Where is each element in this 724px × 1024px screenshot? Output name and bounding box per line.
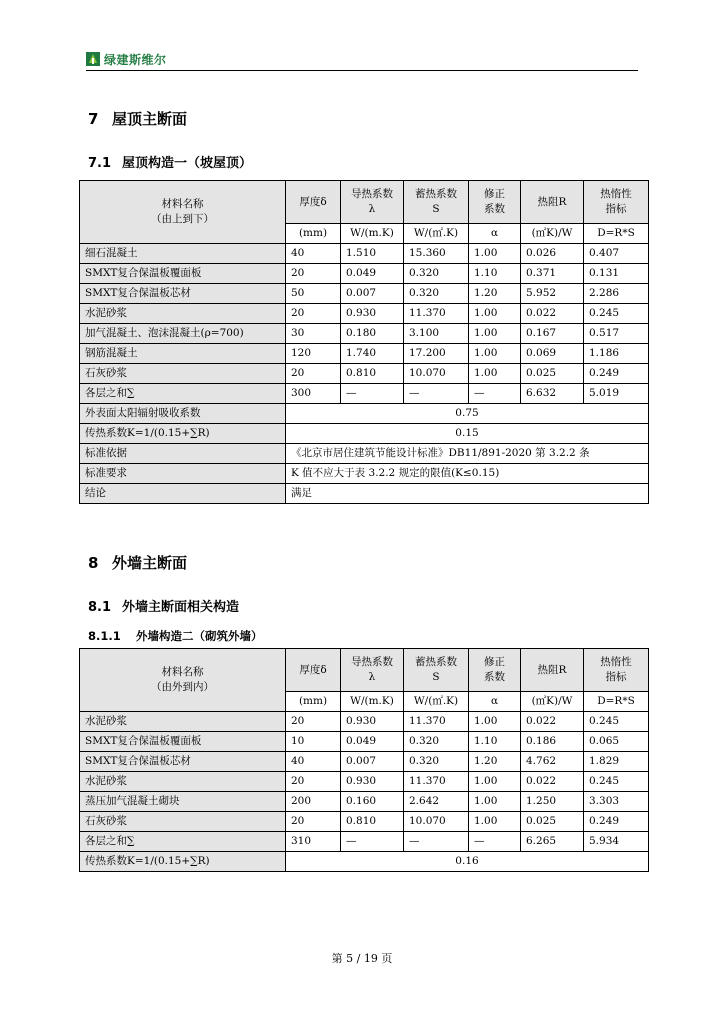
unit-cell: (㎡K)/W: [521, 692, 584, 712]
table-row: [80, 384, 649, 404]
header-conductivity: 导热系数 λ: [341, 181, 404, 224]
unit-cell: α: [469, 692, 521, 712]
value-cell: 4.762: [521, 752, 584, 772]
material-name-cell: SMXT复合保温板芯材: [80, 284, 286, 304]
value-cell: 0.167: [521, 324, 584, 344]
material-name-cell: 细石混凝土: [80, 244, 286, 264]
section-8-number: 8: [88, 554, 99, 572]
value-cell: 0.065: [584, 732, 649, 752]
value-cell: 310: [286, 832, 341, 852]
value-cell: 1.10: [469, 264, 521, 284]
value-cell: 20: [286, 364, 341, 384]
summary-value: 0.15: [286, 424, 649, 444]
material-name-cell: SMXT复合保温板覆面板: [80, 264, 286, 284]
value-cell: 15.360: [404, 244, 469, 264]
unit-cell: (㎡K)/W: [521, 224, 584, 244]
value-cell: 1.20: [469, 284, 521, 304]
table-row: [80, 772, 649, 792]
value-cell: 10.070: [404, 364, 469, 384]
value-cell: 50: [286, 284, 341, 304]
table-row: [80, 304, 649, 324]
header-inertia: 热惰性 指标: [584, 649, 649, 692]
header-material: 材料名称 （由上到下）: [80, 181, 286, 244]
value-cell: 1.00: [469, 792, 521, 812]
header-resistance: 热阻R: [521, 181, 584, 224]
table-header-row: [80, 649, 649, 692]
section-8-1-number: 8.1: [88, 600, 112, 615]
value-cell: 0.049: [341, 264, 404, 284]
value-cell: 200: [286, 792, 341, 812]
value-cell: 0.371: [521, 264, 584, 284]
value-cell: —: [469, 384, 521, 404]
value-cell: 1.00: [469, 812, 521, 832]
summary-label: 外表面太阳辐射吸收系数: [80, 404, 286, 424]
unit-cell: W/(m.K): [341, 692, 404, 712]
material-name-cell: 石灰砂浆: [80, 364, 286, 384]
summary-label: 结论: [80, 484, 286, 504]
unit-cell: W/(m.K): [341, 224, 404, 244]
table-row: [80, 264, 649, 284]
section-7-title: 屋顶主断面: [112, 110, 188, 128]
value-cell: 1.00: [469, 772, 521, 792]
value-cell: 0.320: [404, 752, 469, 772]
value-cell: 20: [286, 812, 341, 832]
value-cell: —: [341, 384, 404, 404]
value-cell: 1.00: [469, 364, 521, 384]
table-row: [80, 284, 649, 304]
summary-row: [80, 444, 649, 464]
section-7-1-title: 屋顶构造一（坡屋顶）: [122, 156, 253, 171]
header-material: 材料名称 （由外到内）: [80, 649, 286, 712]
unit-cell: W/(㎡.K): [404, 224, 469, 244]
value-cell: 0.022: [521, 712, 584, 732]
value-cell: 0.249: [584, 812, 649, 832]
unit-cell: (mm): [286, 224, 341, 244]
summary-label: 传热系数K=1/(0.15+∑R): [80, 852, 286, 872]
value-cell: 0.249: [584, 364, 649, 384]
summary-label: 传热系数K=1/(0.15+∑R): [80, 424, 286, 444]
value-cell: 0.245: [584, 772, 649, 792]
value-cell: —: [404, 384, 469, 404]
value-cell: 0.810: [341, 812, 404, 832]
value-cell: 0.049: [341, 732, 404, 752]
summary-row: [80, 404, 649, 424]
table-row: [80, 832, 649, 852]
value-cell: 0.245: [584, 712, 649, 732]
section-8-1-1-heading: [88, 628, 263, 644]
value-cell: 5.934: [584, 832, 649, 852]
value-cell: 20: [286, 304, 341, 324]
value-cell: 0.320: [404, 284, 469, 304]
value-cell: 10: [286, 732, 341, 752]
value-cell: 1.829: [584, 752, 649, 772]
value-cell: 1.10: [469, 732, 521, 752]
section-8-title: 外墙主断面: [112, 554, 188, 572]
table-row: [80, 812, 649, 832]
summary-row: [80, 424, 649, 444]
material-name-cell: 各层之和∑: [80, 832, 286, 852]
page-header: [86, 50, 638, 71]
value-cell: 1.00: [469, 244, 521, 264]
value-cell: 300: [286, 384, 341, 404]
value-cell: 0.026: [521, 244, 584, 264]
value-cell: 20: [286, 264, 341, 284]
value-cell: 20: [286, 712, 341, 732]
value-cell: 5.952: [521, 284, 584, 304]
value-cell: 6.632: [521, 384, 584, 404]
material-name-cell: SMXT复合保温板覆面板: [80, 732, 286, 752]
unit-cell: (mm): [286, 692, 341, 712]
header-resistance: 热阻R: [521, 649, 584, 692]
unit-cell: α: [469, 224, 521, 244]
material-name-cell: 各层之和∑: [80, 384, 286, 404]
value-cell: 120: [286, 344, 341, 364]
header-thickness: 厚度δ: [286, 181, 341, 224]
summary-row: [80, 852, 649, 872]
value-cell: 0.131: [584, 264, 649, 284]
value-cell: 1.00: [469, 324, 521, 344]
summary-value: 《北京市居住建筑节能设计标准》DB11/891-2020 第 3.2.2 条: [286, 444, 649, 464]
section-8-1-heading: [88, 596, 239, 615]
value-cell: 3.100: [404, 324, 469, 344]
material-name-cell: 水泥砂浆: [80, 712, 286, 732]
value-cell: 0.022: [521, 304, 584, 324]
page-number: 第 5 / 19 页: [331, 952, 393, 965]
section-8-1-1-number: 8.1.1: [88, 629, 121, 643]
summary-row: [80, 464, 649, 484]
value-cell: 40: [286, 752, 341, 772]
value-cell: 2.642: [404, 792, 469, 812]
value-cell: 20: [286, 772, 341, 792]
section-8-heading: [88, 552, 187, 573]
table-row: [80, 244, 649, 264]
value-cell: 1.510: [341, 244, 404, 264]
section-7-number: 7: [88, 110, 99, 128]
value-cell: 10.070: [404, 812, 469, 832]
summary-value: 0.75: [286, 404, 649, 424]
value-cell: 1.00: [469, 712, 521, 732]
value-cell: 1.00: [469, 304, 521, 324]
value-cell: 0.180: [341, 324, 404, 344]
header-storage: 蓄热系数 S: [404, 649, 469, 692]
brand-name: 绿建斯维尔: [104, 53, 167, 67]
material-name-cell: 加气混凝土、泡沫混凝土(ρ=700): [80, 324, 286, 344]
table-row: [80, 792, 649, 812]
value-cell: 0.930: [341, 712, 404, 732]
value-cell: —: [469, 832, 521, 852]
value-cell: 0.069: [521, 344, 584, 364]
value-cell: —: [404, 832, 469, 852]
section-7-1-number: 7.1: [88, 156, 112, 171]
material-name-cell: 水泥砂浆: [80, 304, 286, 324]
material-name-cell: 石灰砂浆: [80, 812, 286, 832]
header-conductivity: 导热系数 λ: [341, 649, 404, 692]
table-header-row: [80, 181, 649, 224]
value-cell: 0.517: [584, 324, 649, 344]
value-cell: 11.370: [404, 304, 469, 324]
value-cell: 11.370: [404, 712, 469, 732]
material-name-cell: 水泥砂浆: [80, 772, 286, 792]
material-name-cell: SMXT复合保温板芯材: [80, 752, 286, 772]
value-cell: 0.025: [521, 364, 584, 384]
summary-value: 满足: [286, 484, 649, 504]
header-storage: 蓄热系数 S: [404, 181, 469, 224]
section-7-heading: [88, 108, 187, 129]
value-cell: 40: [286, 244, 341, 264]
table-row: [80, 752, 649, 772]
value-cell: 0.245: [584, 304, 649, 324]
section-8-1-1-title: 外墙构造二（砌筑外墙）: [136, 629, 263, 643]
value-cell: 17.200: [404, 344, 469, 364]
value-cell: 0.007: [341, 284, 404, 304]
value-cell: 30: [286, 324, 341, 344]
header-inertia: 热惰性 指标: [584, 181, 649, 224]
value-cell: 0.930: [341, 304, 404, 324]
table-row: [80, 712, 649, 732]
value-cell: 1.20: [469, 752, 521, 772]
table-row: [80, 732, 649, 752]
wall-construction-table: [79, 648, 649, 872]
section-8-1-title: 外墙主断面相关构造: [122, 600, 240, 615]
value-cell: 0.025: [521, 812, 584, 832]
value-cell: 5.019: [584, 384, 649, 404]
summary-value: 0.16: [286, 852, 649, 872]
value-cell: 0.022: [521, 772, 584, 792]
summary-label: 标准依据: [80, 444, 286, 464]
header-correction: 修正 系数: [469, 181, 521, 224]
unit-cell: D=R*S: [584, 224, 649, 244]
value-cell: 1.250: [521, 792, 584, 812]
value-cell: 1.00: [469, 344, 521, 364]
summary-label: 标准要求: [80, 464, 286, 484]
roof-construction-table: [79, 180, 649, 504]
header-correction: 修正 系数: [469, 649, 521, 692]
value-cell: 1.740: [341, 344, 404, 364]
value-cell: 0.186: [521, 732, 584, 752]
value-cell: 0.007: [341, 752, 404, 772]
table-row: [80, 364, 649, 384]
value-cell: —: [341, 832, 404, 852]
material-name-cell: 蒸压加气混凝土砌块: [80, 792, 286, 812]
table-row: [80, 344, 649, 364]
value-cell: 3.303: [584, 792, 649, 812]
brand-logo-icon: [86, 52, 100, 66]
value-cell: 6.265: [521, 832, 584, 852]
value-cell: 0.160: [341, 792, 404, 812]
table-row: [80, 324, 649, 344]
value-cell: 0.320: [404, 732, 469, 752]
section-7-1-heading: [88, 152, 252, 171]
unit-cell: W/(㎡.K): [404, 692, 469, 712]
summary-row: [80, 484, 649, 504]
value-cell: 0.930: [341, 772, 404, 792]
header-thickness: 厚度δ: [286, 649, 341, 692]
material-name-cell: 钢筋混凝土: [80, 344, 286, 364]
value-cell: 2.286: [584, 284, 649, 304]
summary-value: K 值不应大于表 3.2.2 规定的限值(K≤0.15): [286, 464, 649, 484]
value-cell: 0.407: [584, 244, 649, 264]
value-cell: 11.370: [404, 772, 469, 792]
unit-cell: D=R*S: [584, 692, 649, 712]
value-cell: 0.810: [341, 364, 404, 384]
value-cell: 1.186: [584, 344, 649, 364]
value-cell: 0.320: [404, 264, 469, 284]
